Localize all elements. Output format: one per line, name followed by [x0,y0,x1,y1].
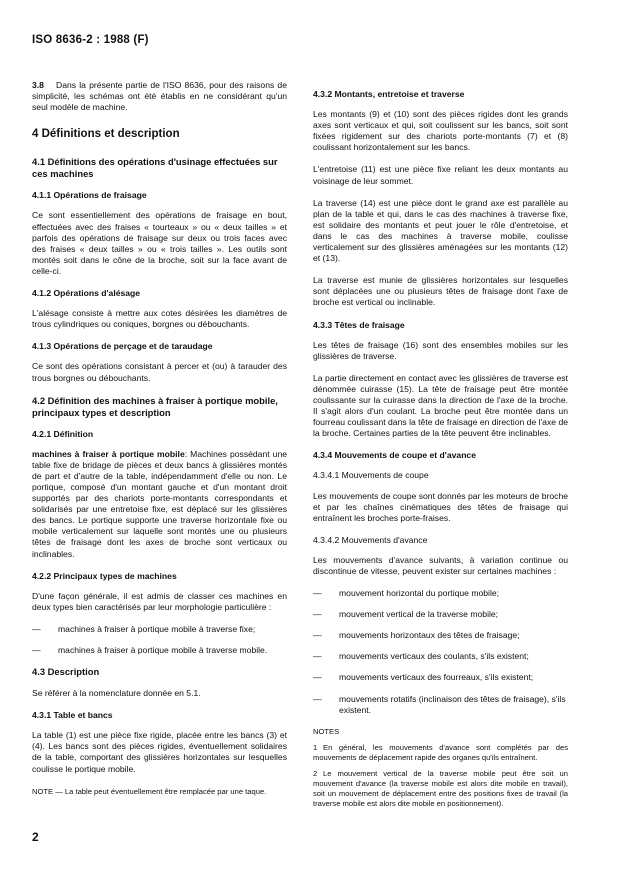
paragraph: La traverse (14) est une pièce dont le grand axe est parallèle au plan de la table et qui, dans le cas des machines à traverse fixe, est solidaire des montants et peut jouer le rôle d'entretoise, et dans le cas des machines à traverse mobile, coulisse verticalement sur des glissières aménagées sur les montants (12) et (13). [313,197,568,264]
heading-4-2-1: 4.2.1 Définition [32,428,94,439]
notes-title: NOTES [313,726,340,736]
paragraph: La partie directement en contact avec les glissières de traverse est dénommée cuirasse (15). La tête de fraisage peut être montée coulissante sur la cuirasse dans la direction de l'axe de la broche. Il s'agit alors d'un coulant. La broche peut être montée dans un fourreau coulissant dans la tête de fraisage en direction de l'axe de la broche. Certaines parties de la tête peuvent être inclinables. [313,372,568,439]
right-column [313,80,568,815]
heading-4: 4 Définitions et description [32,128,180,141]
paragraph-4-3-1: La table (1) est une pièce fixe rigide, placée entre les bancs (3) et (4). Les bancs sont des pièces rigides, éventuellement solidaires de la table, comportant des glissières horizontales sur lesquelles coulisse le portique mobile. [32,730,287,774]
paragraph-4-1-2: L'alésage consiste à mettre aux cotes désirées les diamètres de trous cylindriques ou coniques, borgnes ou débouchants. [32,308,287,330]
list-item: — machines à fraiser à portique mobile à traverse mobile. [32,645,287,656]
paragraph: La traverse est munie de glissières horizontales sur lesquelles sont déplacées une ou plusieurs têtes de fraisage dont l'axe de broche est vertical ou inclinable. [313,275,568,308]
list-item: — mouvement vertical de la traverse mobile; [313,609,568,620]
list-item: — mouvements horizontaux des têtes de fraisage; [313,630,568,641]
heading-4-3-1: 4.3.1 Table et bancs [32,710,113,721]
list-item: — mouvements verticaux des coulants, s'ils existent; [313,651,568,662]
left-column [32,80,287,808]
machine-types-list [32,624,287,656]
note-1: 1 En général, les mouvements d'avance sont complétés par des mouvements de déplacement rapide des organes qu'ils entraînent. [313,742,568,762]
heading-4-3-4: 4.3.4 Mouvements de coupe et d'avance [313,450,476,461]
heading-4-2-2: 4.2.2 Principaux types de machines [32,570,177,581]
page-number: 2 [32,830,39,844]
heading-4-3: 4.3 Description [32,666,100,678]
note-table: NOTE — La table peut éventuellement être remplacée par une taque. [32,786,267,796]
list-item: — machines à fraiser à portique mobile à traverse fixe; [32,624,287,635]
paragraph: L'entretoise (11) est une pièce fixe reliant les deux montants au voisinage de leur sommet. [313,164,568,186]
heading-4-3-3: 4.3.3 Têtes de fraisage [313,319,405,330]
heading-4-1: 4.1 Définitions des opérations d'usinage effectuées sur ces machines [32,156,278,180]
heading-4-1-1: 4.1.1 Opérations de fraisage [32,190,147,201]
heading-4-3-4-1: 4.3.4.1 Mouvements de coupe [313,470,429,481]
heading-4-1-2: 4.1.2 Opérations d'alésage [32,288,141,299]
paragraph: Les mouvements d'avance suivants, à variation continue ou discontinue de vitesse, peuvent exister sur certaines machines : [313,554,568,576]
note-2: 2 Le mouvement vertical de la traverse mobile peut être soit un mouvement d'avance (la traverse mobile est alors dite mobile en travail), soit un mouvement de déplacement entre des positions fixes de travail (la traverse mobile est alors dite mobile en positionnement). [313,768,568,808]
paragraph-4-2-2: D'une façon générale, il est admis de classer ces machines en deux types bien caractérisés par leur morphologie particulière : [32,590,287,612]
paragraph-4-1-3: Ce sont des opérations consistant à percer et (ou) à tarauder des trous borgnes ou débouchants. [32,361,287,383]
list-item: — mouvements rotatifs (inclinaison des têtes de fraisage), s'ils existent. [313,694,568,716]
list-item: — mouvement horizontal du portique mobile; [313,588,568,599]
heading-4-3-2: 4.3.2 Montants, entretoise et traverse [313,89,465,99]
list-item: — mouvements verticaux des fourreaux, s'ils existent; [313,672,568,683]
paragraph-4-2-1: machines à fraiser à portique mobile: Machines possédant une table fixe de bridage de pièces et deux bancs à glissières montés de part et d'autre de la table, indépendamment d'elle ou non. Le portique, composé d'un montant gauche et d'un montant droit supportés par des chariots porte-montants correspondants et solidarisés par une entretoise fixe, est déplacé sur les glissières des bancs. Le portique supporte une traverse horizontale fixe ou mobile verticalement sur laquelle sont montés une ou plusieurs têtes de fraisage dont les axes de broche sont verticaux ou inclinables. [32,448,288,559]
heading-4-3-4-2: 4.3.4.2 Mouvements d'avance [313,534,428,545]
paragraph: Les têtes de fraisage (16) sont des ensembles mobiles sur les glissières de traverse. [313,339,568,361]
heading-4-2: 4.2 Définition des machines à fraiser à portique mobile, principaux types et description [32,394,278,418]
paragraph-4-3: Se référer à la nomenclature donnée en 5.1. [32,688,201,699]
feed-movements-list [313,588,568,716]
paragraph-4-1-1: Ce sont essentiellement des opérations de fraisage en bout, effectuées avec des fraises « tourteaux » ou « deux tailles » et parfois des opérations de fraisage sur deux ou trois faces avec des fraises « deux tailles » ou « trois tailles ». Les outils sont montés soit dans le cône de la broche, soit sur la face avant de celle-ci. [32,210,287,276]
paragraph: Les montants (9) et (10) sont des pièces rigides dont les grands axes sont verticaux et qui, soit coulissent sur les bancs, soit sont fixées rigidement sur des chariots porte-montants (7) et (8) coulissant horizontalement sur les bancs. [313,109,568,153]
paragraph: Les mouvements de coupe sont donnés par les moteurs de broche et par les chaînes cinématiques des têtes de fraisage qui entraînent les broches porte-fraises. [313,490,568,523]
heading-4-1-3: 4.1.3 Opérations de perçage et de taraudage [32,341,213,352]
paragraph-3-8: 3.8 Dans la présente partie de l'ISO 8636, pour des raisons de simplicité, les schémas ont été établis en ne considérant qu'un seul modèle de machine. [32,80,287,113]
document-header: ISO 8636-2 : 1988 (F) [32,34,149,46]
